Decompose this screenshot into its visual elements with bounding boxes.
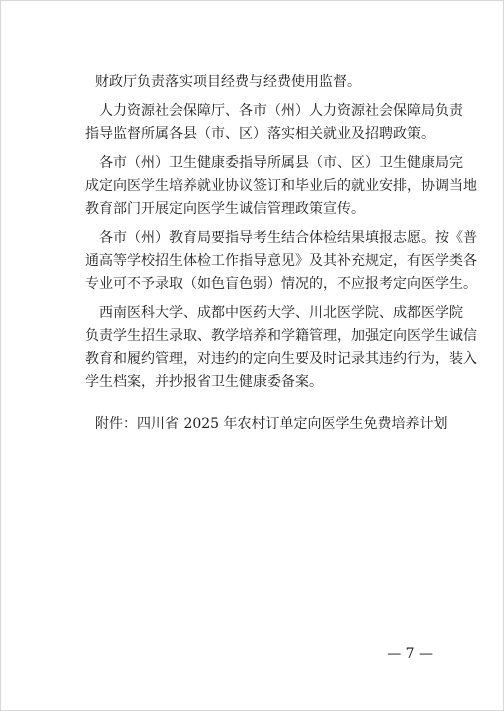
- paragraph-education-line-2: 通高等学校招生体检工作指导意见》及其补充规定，有医学类各: [85, 253, 477, 269]
- attachment-note: 附件：四川省 2025 年农村订单定向医学生免费培养计划: [95, 416, 448, 432]
- page-number: — 7 —: [387, 646, 433, 662]
- paragraph-universities-line-1: 西南医科大学、成都中医药大学、川北医学院、成都医学院: [99, 305, 463, 321]
- paragraph-hr-line-2: 指导监督所属各县（市、区）落实相关就业及招聘政策。: [85, 126, 435, 142]
- paragraph-education-line-1: 各市（州）教育局要指导考生结合体检结果填报志愿。按《普: [99, 230, 477, 246]
- paragraph-universities-line-4: 学生档案，并抄报省卫生健康委备案。: [85, 374, 323, 390]
- paragraph-universities-line-2: 负责学生招生录取、教学培养和学籍管理，加强定向医学生诚信: [85, 328, 477, 344]
- paragraph-universities-line-3: 教育和履约管理，对违约的定向生要及时记录其违约行为，装入: [85, 351, 477, 367]
- paragraph-education-line-3: 专业可不予录取（如色盲色弱）情况的，不应报考定向医学生。: [85, 276, 477, 292]
- paragraph-health-line-3: 教育部门开展定向医学生诚信管理政策宣传。: [85, 201, 365, 217]
- paragraph-hr-line-1: 人力资源社会保障厅、各市（州）人力资源社会保障局负责: [99, 103, 463, 119]
- paragraph-finance-line-1: 财政厅负责落实项目经费与经费使用监督。: [95, 74, 361, 90]
- document-body: [85, 59, 477, 394]
- paragraph-health-line-1: 各市（州）卫生健康委指导所属县（市、区）卫生健康局完: [99, 155, 463, 171]
- paragraph-health-line-2: 成定向医学生培养就业协议签订和毕业后的就业安排，协调当地: [85, 178, 477, 194]
